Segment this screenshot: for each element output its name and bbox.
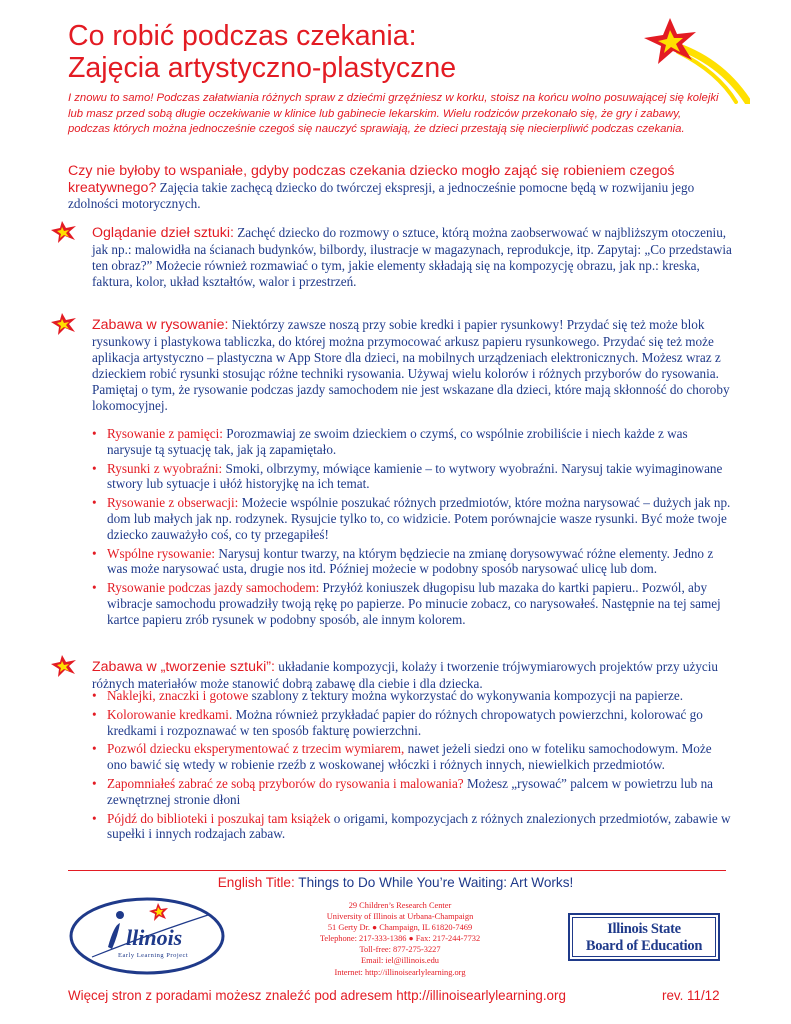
more-tips-link[interactable]: Więcej stron z poradami możesz znaleźć pod adresem http://illinoisearlylearning.org xyxy=(68,988,566,1003)
list-item-term: Kolorowanie kredkami. xyxy=(107,706,233,722)
list-item-text: Można również przykładać papier do różnych chropowatych powierzchni, kolorować go kredkami i rozpoznawać w ten sposób fakturę powierzchni. xyxy=(107,706,703,738)
list-item-text: nawet jeżeli siedzi ono w foteliku samochodowym. Może ono bawić się wtedy w robienie rzeźb z woskowanej włóczki i różnych innych, niewielkich przedmiotów. xyxy=(107,741,712,773)
lead-question: Czy nie byłoby to wspaniałe, gdyby podczas czekania dziecko mogło zająć się robieniem czegoś kreatywnego? xyxy=(68,163,675,196)
contact-line: Toll-free: 877-275-3227 xyxy=(359,945,441,955)
list-item-text: Smoki, olbrzymy, mówiące kamienie – to wytwory wyobraźni. Narysuj takie wyimaginowane stwory lub sytuacje i ułóż historyjkę na ich temat. xyxy=(107,460,723,492)
list-item xyxy=(92,495,732,542)
english-title-label: English Title: xyxy=(217,875,295,890)
list-item-term: Wspólne rysowanie: xyxy=(107,545,216,561)
isbe-line-2: Board of Education xyxy=(585,938,703,954)
list-item-text: Narysuj kontur twarzy, na którym będziecie na zmianę dorysowywać różne elementy. Jedno z was może narysować usta, drugie nos itd. Później możecie w podobny sposób narysować ulicę lub dom. xyxy=(107,545,714,577)
section-text: układanie kompozycji, kolaży i tworzenie trójwymiarowych projektów przy użyciu różnych materiałów może stanowić dobrą zabawę dla ciebie i dla dziecka. xyxy=(92,659,719,691)
list-item-term: Pójdź do biblioteki i poszukaj tam książek xyxy=(107,810,331,826)
drawing-ideas-list xyxy=(92,426,732,631)
logo-subtext: Early Learning Project xyxy=(118,952,189,959)
illinois-early-learning-logo xyxy=(68,895,226,977)
logo-wordmark: llinois xyxy=(126,925,183,950)
english-title xyxy=(0,875,791,890)
section-text: Zachęć dziecko do rozmowy o sztuce, którą można zaobserwować w najbliższym otoczeniu, jak np.: malowidła na ścianach budynków, bilbordy, ilustracje w magazynach, reprodukcje, itp. Zapytaj: „Co przedstawia ten obraz?” Możecie również rozmawiać o tym, jakie elementy składają się na kompozycję obrazu, jak np.: kreska, faktura, kolor, układ kształtów, walor i przestrzeń. xyxy=(92,225,732,289)
list-item xyxy=(92,707,732,739)
section-making-art xyxy=(92,659,732,692)
lead-paragraph xyxy=(68,163,728,213)
isbe-logo xyxy=(568,913,720,961)
list-item xyxy=(92,811,732,843)
list-item-text: Możesz „rysować” palcem w powietrzu lub na zewnętrznej stronie dłoni xyxy=(107,775,714,807)
title-line-2: Zajęcia artystyczno-plastyczne xyxy=(68,52,457,84)
list-item-term: Rysowanie z obserwacji: xyxy=(107,495,239,511)
star-bullet-icon xyxy=(50,220,78,244)
star-bullet-icon xyxy=(50,312,78,336)
art-making-ideas-list xyxy=(92,688,732,845)
isbe-line-1: Illinois State xyxy=(607,921,681,937)
intro-paragraph: I znowu to samo! Podczas załatwiania różnych spraw z dziećmi grzęźniesz w korku, stoisz na końcu wolno posuwającej się kolejki lub masz przed sobą długie oczekiwanie w klinice lub gabinecie lekarskim. Wielu rodziców przekonało się, że gry i zabawy, podczas których można jednocześnie czegoś się nauczyć sprawiają, że dzieci przestają się niecierpliwić podczas czekania. xyxy=(68,92,719,136)
list-item xyxy=(92,580,732,627)
list-item-text: Porozmawiaj ze swoim dzieckiem o czymś, co wspólnie zrobiliście i niech każde z was narysuje tą sytuację tak, jak ją zapamiętało. xyxy=(107,426,688,457)
list-item-text: Możecie wspólnie poszukać różnych przedmiotów, które można narysować – dużych jak np. dom lub małych jak np. rodzynek. Rysujcie tylko to, co widzicie. Potem porównajcie wasze rysunki. Być może twoje dziecko zauważyło coś, co ty przegapiłeś! xyxy=(107,495,731,542)
lead-text: Zajęcia takie zachęcą dziecko do twórczej ekspresji, a jednocześnie pomocne będą w rozwijaniu jego zdolności motorycznych. xyxy=(68,179,695,212)
contact-line: 29 Children’s Research Center xyxy=(348,901,452,910)
list-item xyxy=(92,546,732,578)
contact-info xyxy=(280,900,520,978)
section-heading: Zabawa w „tworzenie sztuki”: xyxy=(92,659,275,675)
list-item xyxy=(92,426,732,458)
list-item-text: szablony z tektury można wykorzystać do wykonywania kompozycji na papierze. xyxy=(248,688,684,703)
revision-date: rev. 11/12 xyxy=(662,988,720,1003)
section-viewing-art xyxy=(92,225,732,290)
footer-divider xyxy=(68,870,726,871)
list-item xyxy=(92,461,732,493)
contact-line: Telephone: 217-333-1386 ● Fax: 217-244-7732 xyxy=(319,934,481,944)
list-item-text: o origami, kompozycjach z różnych znalezionych przedmiotów, zabawie w supełki i innych rodzajach zabaw. xyxy=(107,810,731,842)
list-item xyxy=(92,776,732,808)
section-drawing xyxy=(92,317,732,413)
list-item-term: Zapomniałeś zabrać ze sobą przyborów do rysowania i malowania? xyxy=(107,775,464,791)
english-title-value: Things to Do While You’re Waiting: Art Works! xyxy=(294,875,574,890)
list-item xyxy=(92,741,732,773)
list-item-term: Pozwól dziecku eksperymentować z trzecim wymiarem, xyxy=(107,741,405,757)
page-title xyxy=(68,20,456,84)
list-item xyxy=(92,688,732,704)
contact-line: 51 Gerty Dr. ● Champaign, IL 61820-7469 xyxy=(327,923,473,933)
contact-email[interactable]: Email: iel@illinois.edu xyxy=(361,956,439,966)
contact-line: University of Illinois at Urbana-Champaign xyxy=(326,912,474,922)
section-text: Niektórzy zawsze noszą przy sobie kredki i papier rysunkowy! Przydać się też może blok rysunkowy i plastykowa tabliczka, do której można przymocować arkusz papieru rysunkowego. Przydać się też może aplikacja artystyczno – plastyczna w App Store dla dzieci, na mobilnych urządzeniach elektronicznych. Możesz wraz z dzieckiem robić rysunki stosując różne techniki rysowania. Używaj wielu kolorów i różnych przyborów do rysowania. Pamiętaj o tym, że rysowanie podczas jazdy samochodem nie jest wskazane dla dzieci, które mają skłonność do choroby lokomocyjnej. xyxy=(92,317,730,413)
list-item-term: Rysowanie podczas jazdy samochodem: xyxy=(107,580,320,596)
section-heading: Oglądanie dzieł sztuki: xyxy=(92,225,234,241)
list-item-text: Przyłóż koniuszek długopisu lub mazaka do kartki papieru.. Pozwól, aby wibracje samochodu prowadziły twoją rękę po papierze. Po minucie zobacz, co narysowałeś. Następnie na tej samej kartce papieru zrób rysunek w podobny sposób, ale innym kolorem. xyxy=(107,580,721,627)
list-item-term: Naklejki, znaczki i gotowe xyxy=(107,688,249,703)
list-item-term: Rysowanie z pamięci: xyxy=(107,426,223,441)
star-bullet-icon xyxy=(50,654,78,678)
contact-website[interactable]: Internet: http://illinoisearlylearning.org xyxy=(334,967,466,977)
section-heading: Zabawa w rysowanie: xyxy=(92,317,229,333)
title-line-1: Co robić podczas czekania: xyxy=(68,20,417,52)
list-item-term: Rysunki z wyobraźni: xyxy=(107,460,223,476)
